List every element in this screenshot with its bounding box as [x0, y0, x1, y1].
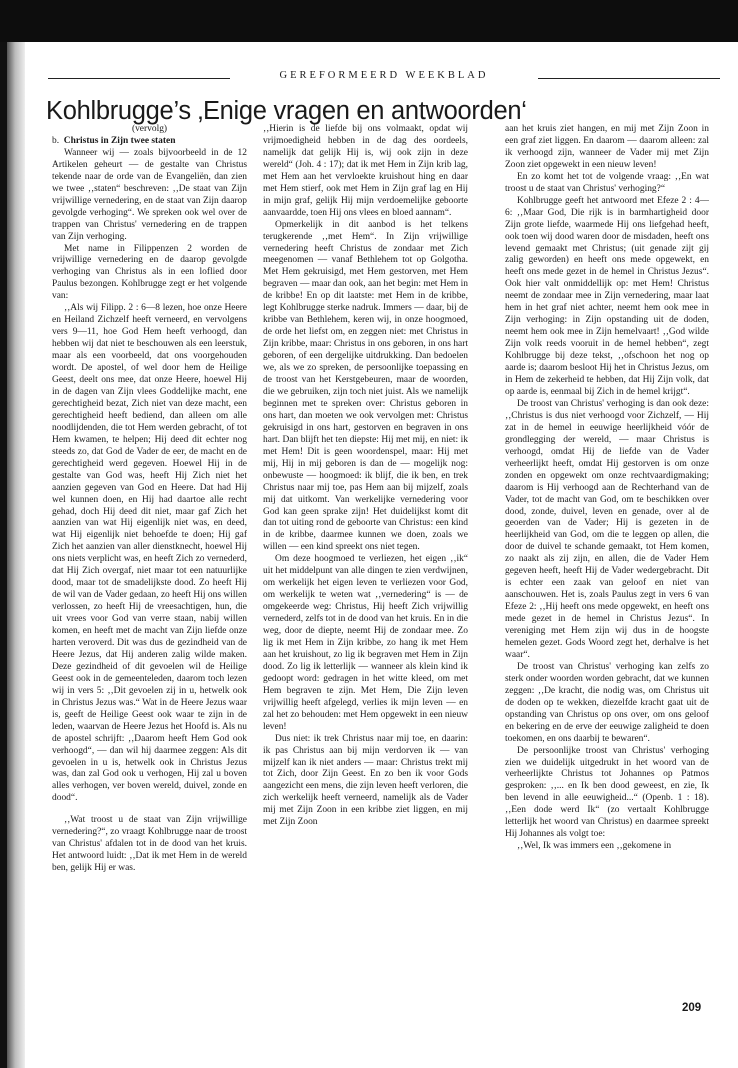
paragraph: ‚‚Hierin is de liefde bij ons volmaakt, opdat wij vrijmoedigheid hebben in de dag des oordeels, namelijk dat gelijk Hij is, wij ook zijn in deze wereld“ (Joh. 4 : 17); dat ik met Hem in Zijn krib lag, met Hem aan het vervloekte kruishout hing en daar met Hem stierf, ook met Hem in Zijn graf lag en Hij in mijn graf, gelijk Hij mijn verdoemelijke geboorte aanvaardde, toen Hij ons vlees en bloed aannam“.	[263, 124, 468, 218]
running-header-label: GEREFORMEERD WEEKBLAD	[279, 70, 489, 81]
page-spine-shadow	[7, 42, 25, 1068]
section-title: Christus in Zijn twee staten	[63, 135, 176, 146]
paragraph: Met name in Filippenzen 2 worden de vrijwillige vernedering en de daarop gevolgde verhoging van Christus als in een loflied door Paulus bezongen. Kohlbrugge zegt er het volgende van:	[52, 243, 247, 302]
paragraph: De persoonlijke troost van Christus' verhoging zien we duidelijk uitgedrukt in het woord van de verheerlijkte Christus tot Johannes op Patmos gesproken: ‚‚... en Ik ben dood geweest, en zie, Ik ben levend in alle eeuwigheid...“ (Openb. 1 : 18). ‚‚Een dode werd Ik“ (zo vertaalt Kohlbrugge letterlijk het woord van Christus) en daarmee spreekt Hij Johannes als volgt toe:	[505, 745, 709, 840]
scan-left-border	[0, 42, 7, 1068]
scan-top-border	[0, 0, 738, 42]
paragraph: En zo komt het tot de volgende vraag: ‚‚En wat troost u de staat van Christus' verhoging?“	[505, 171, 709, 194]
text-column-2	[263, 124, 468, 1024]
section-heading	[52, 136, 247, 148]
paragraph: Wanneer wij — zoals bijvoorbeeld in de 12 Artikelen geheurt — de gestalte van Christus tekende naar de orde van de Evangeliën, dan zien we twee ‚‚staten“ beschreven: ‚‚De staat van Zijn vrijwillige vernedering, en de staat van Zijn daarop gevolgde verhoging“. We spreken ook wel over de trappen van Christus' vernedering en de trappen van Zijn verhoging.	[52, 147, 247, 242]
section-letter: b.	[52, 135, 60, 146]
paragraph: aan het kruis ziet hangen, en mij met Zijn Zoon in een graf ziet liggen. En daarom — daarom alleen: zal ik verhoogd zijn, wanneer de Vader mij met Zijn Zoon ziet opgewekt in een nieuw leven!	[505, 124, 709, 170]
paragraph: ‚‚Als wij Filipp. 2 : 6—8 lezen, hoe onze Heere en Heiland Zichzelf heeft verneerd, en vervolgens vers 9—11, hoe God Hem heeft verhoogd, dan hebben wij dat niet te beschouwen als een leerstuk, maar als een voorbeeld, dat ons voorgehouden wordt. De apostel, of wel door hem de Heilige Geest, deelt ons mee, dat onze Heere, hoewel Hij in de dagen van Zijn vlees Goddelijke macht, ene gerechtigheid bezat, Zich niet van deze macht, een gerechtigheid heeft bediend, dan alleen om alle noodlijdenden, die tot Hem werden gebracht, of tot Hem kwamen, te helpen; Hij deed dit echter nog steeds zo, dat God de Vader de eer, de macht en de gerechtigheid werd gegeven. Hoewel Hij in de gestalte van God was, heeft Hij Zich niet het aanzien gegeven van God en Heere. Dat had Hij wel kunnen doen, en Hij had daartoe alle recht gehad, doch Hij deed dit niet, maar gaf Zich het aanzien van wat Hij eigenlijk niet was, en deed, wat Hij eigenlijk niet behoefde te doen; Hij gaf Zich het aanzien van aller dienstknecht, hoewel Hij ons niets verplicht was, en heeft Zich zo vernederd, dat Hij Zich overgaf, niet maar tot een natuurlijke dood, maar tot de smadelijkste dood. Zo heeft Hij de wil van de Vader gedaan, zo heeft Hij ons willen verlossen, zo heeft Hij de vreesachtigen, hun, die uit vrees voor God van verre staan, nabij willen komen, en heeft met de macht van Zijn liefde onze harten veroverd. Dit was dus de gezindheid van de Heere Jezus, dat Hij anderen zalig wilde maken. Deze gezindheid of dit gevoelen wil de Heilige Geest ook in de gemeenteleden, daarom toch lezen wij in vers 5: ‚‚Dit gevoelen zij in u, hetwelk ook in Christus Jezus was.“ Wat in de Heere Jezus waar is, geeft de Heilige Geest ook waar te zijn in de leden, waarvan de Heere Jezus het Hoofd is. Als nu de apostel schrijft: ‚‚Daarom heeft Hem God ook verhoogd“, — dan wil hij daarmee zeggen: Als dit gevoelen in u is, hetwelk ook in Christus Jezus was, dan zal God ook u verhogen, Hij zal u boven alles verhogen, ver boven wereld, duivel, zonde en dood“.	[52, 303, 247, 804]
paragraph: Kohlbrugge geeft het antwoord met Efeze 2 : 4—6: ‚‚Maar God, Die rijk is in barmhartigheid door Zijn grote liefde, waarmede Hij ons liefgehad heeft, ook toen wij dood waren door de misdaden, heeft ons levend gemaakt met Christus; (uit genade zijt gij zalig geworden) en heeft ons mede opgewekt, en heeft ons mede gezet in de hemel in Christus Jezus“. Ook hier valt onmiddellijk op: met Hem! Christus neemt de zondaar mee in Zijn vernedering, maar laat hem in het graf niet achter, neemt hem ook mee in Zijn verhoging: in Zijn opstanding uit de doden, neemt hem ook mee in Zijn hemelvaart! ‚‚God wilde Zijn volk reeds vooruit in de hemel hebben“, zegt Kohlbrugge bij deze tekst, ‚‚ofschoon het nog op aarde is; daarom besloot Hij het in Christus Jezus, om in Hem de zekerheid te hebben, dat Hij Zijn volk, dat op aarde is, eenmaal bij Zich in de hemel krijgt“.	[505, 195, 709, 397]
article-subtitle: (vervolg)	[131, 124, 168, 134]
article-title: Kohlbrugge’s ‚Enige vragen en antwoorden‘	[46, 97, 527, 125]
header-rule-right	[538, 78, 720, 79]
paragraph: ‚‚Wel, Ik was immers een ‚‚gekomene in	[517, 841, 672, 852]
page-number: 209	[682, 1002, 702, 1014]
paragraph: ‚‚Wat troost u de staat van Zijn vrijwillige vernedering?“, zo vraagt Kohlbrugge naar de troost van Christus' afdalen tot in de dood van het kruis. Het antwoord luidt: ‚‚Dat ik met Hem in de wereld ben, gelijk Hij er was.	[52, 815, 247, 874]
running-header	[48, 66, 720, 92]
paragraph: Om deze hoogmoed te verliezen, het eigen ‚‚ik“ uit het middelpunt van alle dingen te zien verdwijnen, om werkelijk het eigen leven te verliezen voor God, om werkelijk te weten wat ‚‚vernedering“ is — de omgekeerde weg: Christus, Hij heeft Zich vrijwillig vernederd, zelfs tot in de dood van het kruis. En in die weg, door de diepte, neemt Hij de zondaar mee. Zo lig ik met Hem in Zijn kribbe, zo hang ik met Hem aan het kruishout, zo lig ik begraven met Hem in Zijn dood. Zo lig ik letterlijk — wanneer als klein kind ik gedoopt word: gedragen in het witte kleed, om met Hem begraven te zijn. Met Hem, Die Zijn leven vrijwillig heeft afgelegd, verlies ik mijn leven — en zal het zo behouden: met Hem opgewekt in een nieuw leven!	[263, 554, 468, 732]
text-column-3	[505, 124, 709, 1024]
paragraph: Dus niet: ik trek Christus naar mij toe, en daarin: ik pas Christus aan bij mijn verdorven ik — van mijzelf kan ik niet anders — maar: Christus trekt mij tot Zich, door Zijn Geest. En zo ben ik voor Gods aangezicht een mens, die zijn leven heeft verloren, die zich werkelijk heeft verneerd, namelijk als de Vader mij met Zijn Zoon in een kribbe ziet liggen, en mij met Zijn Zoon	[263, 733, 468, 828]
paragraph: De troost van Christus' verhoging kan zelfs zo sterk onder woorden worden gebracht, dat we kunnen zeggen: ‚‚De kracht, die nodig was, om Christus uit de doden op te wekken, diezelfde kracht gaat uit de opstanding van Christus op ons over, om ons geloof en bekering en de erve der eeuwige zaligheid te doen toekomen, en ons daarbij te bewaren“.	[505, 661, 709, 744]
paragraph: Opmerkelijk in dit aanbod is het telkens terugkerende ‚‚met Hem“. In Zijn vrijwillige vernedering heeft Christus de zondaar met Zich meegenomen — vanaf Bethlehem tot op Golgotha. Met Hem gekruisigd, met Hem gestorven, met Hem begraven — maar dan ook, aan het begin: met Hem in de kribbe! En op dit laatste: met Hem in de kribbe, legt Kohlbrugge sterke nadruk. Immers — daar, bij de kribbe van Bethlehem, keren wij, in onze hoogmoed, de orde het liefst om, en zeggen niet: met Christus in Zijn kribbe, maar: Christus in ons geboren, in ons hart geboren, of een dergelijke uitdrukking. Dan bedoelen we, als we zo spreken, de persoonlijke toepassing en de troost van het Kerstgebeuren, maar de woorden, die we gebruiken, zijn toch niet juist. Als we namelijk beginnen met te spreken over: Christus geboren in ons hart, dan moeten we ook vervolgen met: Christus gekruisigd in ons hart, gestorven en begraven in ons hart. Dan blijft het ten diepste: Hij met mij, en niet: ik met Hem! Dit is geen woordenspel, maar: Hij met mij, Hij in mij geboren is dan de — mogelijk nog: onbewuste — hoogmoed: ik blijf, die ik ben, en trek Christus naar mij toe, pas Hem aan bij mijzelf, zoals mij dat uitkomt. Van werkelijke vernedering voor God kan geen sprake zijn! Het duidelijkst komt dit dan tot uiting rond de geboorte van Christus: een kind in de kribbe, daarmee kunnen we doen, zoals we willen — een kind spreekt ons niet tegen.	[263, 219, 468, 553]
text-column-1	[52, 124, 247, 1024]
paragraph: De troost van Christus' verhoging is dan ook deze: ‚‚Christus is dus niet verhoogd voor Zichzelf, — Hij zat in de hemel in eeuwige heerlijkheid vóór de grondlegging der wereld, — maar Christus is verhoogd, omdat Hij de liefde van de Vader verheerlijkt heeft, omdat Hij gestorven is om onze zonden en opgewekt om onze rechtvaardigmaking; daarom is Hij verhoogd aan de Rechterhand van de Vader, tot de macht van God, om te beschikken over dood, zonde, duivel, leven en genade, over al de geoerden van de Vader; Hij is gezeten in de heerlijkheid van God, om die te leggen op allen, die door de duivel te schande gemaakt, tot Hem komen, zo naakt als zij zijn, en allen, die de Vader Hem gegeven heeft, heeft Hij de Vader wedergebracht. Dit is echter een zaak van geloof en niet van aanschouwen. Het is, zoals Paulus zegt in vers 6 van Efeze 2: ‚‚Hij heeft ons mede opgewekt, en heeft ons mede gezet in de hemel in Christus Jezus“. In vereniging met Hem zijn wij dus in de hoogste hemelen gezet. Gods Woord zegt het, derhalve is het waar“.	[505, 398, 709, 660]
